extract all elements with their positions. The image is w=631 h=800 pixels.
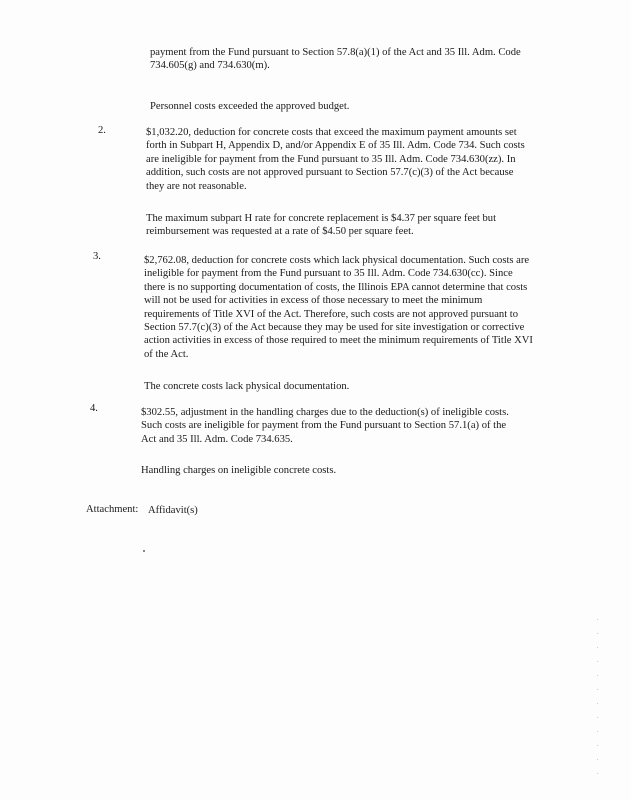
top-paragraph: payment from the Fund pursuant to Section 57.8(a)(1) of the Act and 35 Ill. Adm. Code 734.605(g) and 734.630(m). (150, 47, 521, 72)
item-paragraph: $302.55, adjustment in the handling charges due to the deduction(s) of ineligible costs. Such costs are ineligible for payment from the Fund pursuant to Section 57.1(a) of the Act and 35 Ill. Adm. Code 734.635. (141, 407, 509, 445)
item-number: 4. (90, 403, 98, 414)
scan-speck (143, 550, 145, 552)
item-paragraph: $2,762.08, deduction for concrete costs which lack physical documentation. Such costs are ineligible for payment from the Fund pursuant to 35 Ill. Adm. Code 734.630(cc). Since there is no supporting documentation of costs, the Illinois EPA cannot determine that costs will not be used for activities in excess of those necessary to meet the minimum requirements of Title XVI of the Act. Therefore, such costs are not approved pursuant to Section 57.7(c)(3) of the Act because they may be used for site investigation or corrective action activities in excess of those required to meet the minimum requirements of Title XVI of the Act. (144, 255, 533, 360)
item-note: Handling charges on ineligible concrete costs. (141, 465, 337, 476)
item-note: The concrete costs lack physical documentation. (144, 381, 350, 392)
item-number: 2. (98, 125, 106, 136)
margin-marks: . . . . . . . . . . . . (597, 616, 599, 776)
item-paragraph: $1,032.20, deduction for concrete costs that exceed the maximum payment amounts set forth in Subpart H, Appendix D, and/or Appendix E of 35 Ill. Adm. Code 734. Such costs are ineligible for payment from the Fund pursuant to 35 Ill. Adm. Code 734.630(zz). In addition, such costs are not approved pursuant to Section 57.7(c)(3) of the Act because they are not reasonable. (146, 127, 525, 192)
attachment-value: Affidavit(s) (148, 505, 198, 516)
item-number: 3. (93, 251, 101, 262)
item-note: The maximum subpart H rate for concrete replacement is $4.37 per square feet but reimbursement was requested at a rate of $4.50 per square feet. (146, 213, 497, 238)
top-note: Personnel costs exceeded the approved budget. (150, 101, 350, 112)
attachment-label: Attachment: (86, 504, 139, 515)
